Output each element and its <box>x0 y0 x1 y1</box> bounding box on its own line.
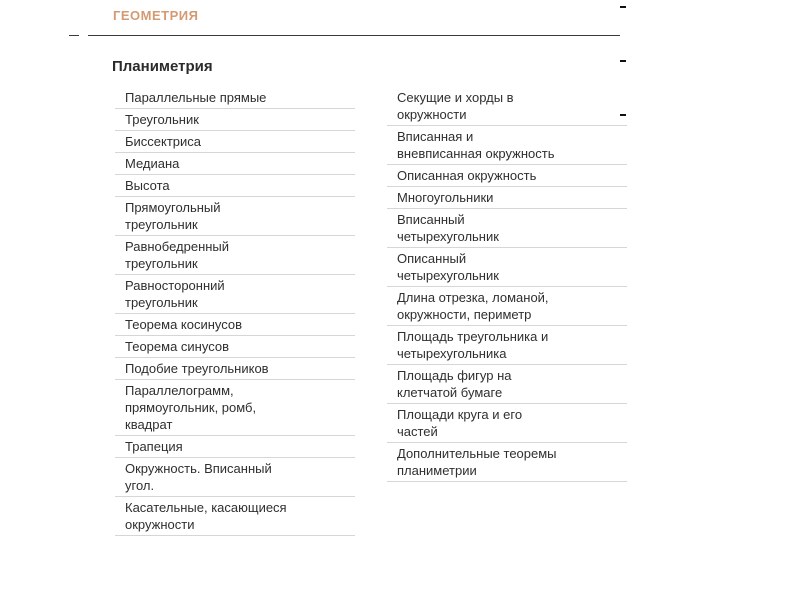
topic-link-text: Биссектриса <box>125 134 202 149</box>
topic-link-text: Площадь треугольника и <box>397 329 549 344</box>
header-divider <box>88 35 620 36</box>
topic-link-text: четырехугольник <box>397 229 499 244</box>
topic-link[interactable] <box>115 197 355 236</box>
topic-link-text: окружности <box>125 517 195 532</box>
section-label: ГЕОМЕТРИЯ <box>113 8 199 23</box>
topic-link-text: угол. <box>125 478 155 493</box>
topic-link[interactable] <box>115 87 355 109</box>
topic-link-text: четырехугольника <box>397 346 507 361</box>
topic-link-text: Площадь фигур на <box>397 368 512 383</box>
topic-link-text: планиметрии <box>397 463 477 478</box>
topic-link-text: Описанная окружность <box>397 168 537 183</box>
topic-link[interactable] <box>115 109 355 131</box>
topic-link[interactable] <box>387 87 627 126</box>
topic-list-left <box>115 87 355 536</box>
topic-link[interactable] <box>387 443 627 482</box>
topic-link-text: Описанный <box>397 251 467 266</box>
topic-link-text: Медиана <box>125 156 180 171</box>
topic-link-text: окружности <box>397 107 467 122</box>
topic-link[interactable] <box>387 165 627 187</box>
topic-link-text: Окружность. Вписанный <box>125 461 272 476</box>
topic-link[interactable] <box>115 336 355 358</box>
topic-link-text: Высота <box>125 178 170 193</box>
topic-link-text: клетчатой бумаге <box>397 385 503 400</box>
topic-link-text: Теорема косинусов <box>125 317 243 332</box>
topic-link[interactable] <box>387 248 627 287</box>
topic-link-text: квадрат <box>125 417 173 432</box>
topic-link[interactable] <box>387 404 627 443</box>
topic-link[interactable] <box>115 497 355 536</box>
topic-link-text: Дополнительные теоремы <box>397 446 557 461</box>
topic-link-text: Подобие треугольников <box>125 361 269 376</box>
topic-link-text: треугольник <box>125 217 198 232</box>
topic-link-text: Трапеция <box>125 439 183 454</box>
topic-link[interactable] <box>115 236 355 275</box>
topic-link-text: Вписанный <box>397 212 465 227</box>
topic-link-text: прямоугольник, ромб, <box>125 400 257 415</box>
topic-link[interactable] <box>387 187 627 209</box>
topic-link-text: Треугольник <box>125 112 199 127</box>
right-tick-mark <box>620 6 626 8</box>
topic-link-text: вневписанная окружность <box>397 146 555 161</box>
topic-link-text: Касательные, касающиеся <box>125 500 287 515</box>
topic-link-text: Прямоугольный <box>125 200 221 215</box>
topic-link-text: Секущие и хорды в <box>397 90 514 105</box>
topic-link-text: Длина отрезка, ломаной, <box>397 290 549 305</box>
topic-link[interactable] <box>115 358 355 380</box>
topic-link-text: Многоугольники <box>397 190 494 205</box>
topic-link-text: Параллелограмм, <box>125 383 234 398</box>
topic-link[interactable] <box>387 326 627 365</box>
topic-link[interactable] <box>387 209 627 248</box>
topic-link-text: Площади круга и его <box>397 407 523 422</box>
topic-link-text: треугольник <box>125 256 198 271</box>
topic-link-text: Равносторонний <box>125 278 225 293</box>
left-tick-mark <box>69 35 79 36</box>
topic-link[interactable] <box>115 131 355 153</box>
topic-list-right <box>387 87 627 482</box>
page-title: Планиметрия <box>112 58 213 75</box>
topic-link-text: четырехугольник <box>397 268 499 283</box>
topic-link-text: Равнобедренный <box>125 239 230 254</box>
topic-link[interactable] <box>115 175 355 197</box>
topic-link-text: треугольник <box>125 295 198 310</box>
topic-link[interactable] <box>387 365 627 404</box>
topic-link[interactable] <box>115 458 355 497</box>
topic-link[interactable] <box>115 153 355 175</box>
topic-link[interactable] <box>115 380 355 436</box>
right-tick-mark <box>620 60 626 62</box>
topic-link[interactable] <box>115 314 355 336</box>
topic-link-text: Вписанная и <box>397 129 474 144</box>
topic-link-text: частей <box>397 424 438 439</box>
topic-link[interactable] <box>387 287 627 326</box>
topic-link[interactable] <box>115 275 355 314</box>
topic-link[interactable] <box>115 436 355 458</box>
topic-link-text: Параллельные прямые <box>125 90 267 105</box>
topic-link-text: окружности, периметр <box>397 307 532 322</box>
topic-link-text: Теорема синусов <box>125 339 229 354</box>
topic-link[interactable] <box>387 126 627 165</box>
